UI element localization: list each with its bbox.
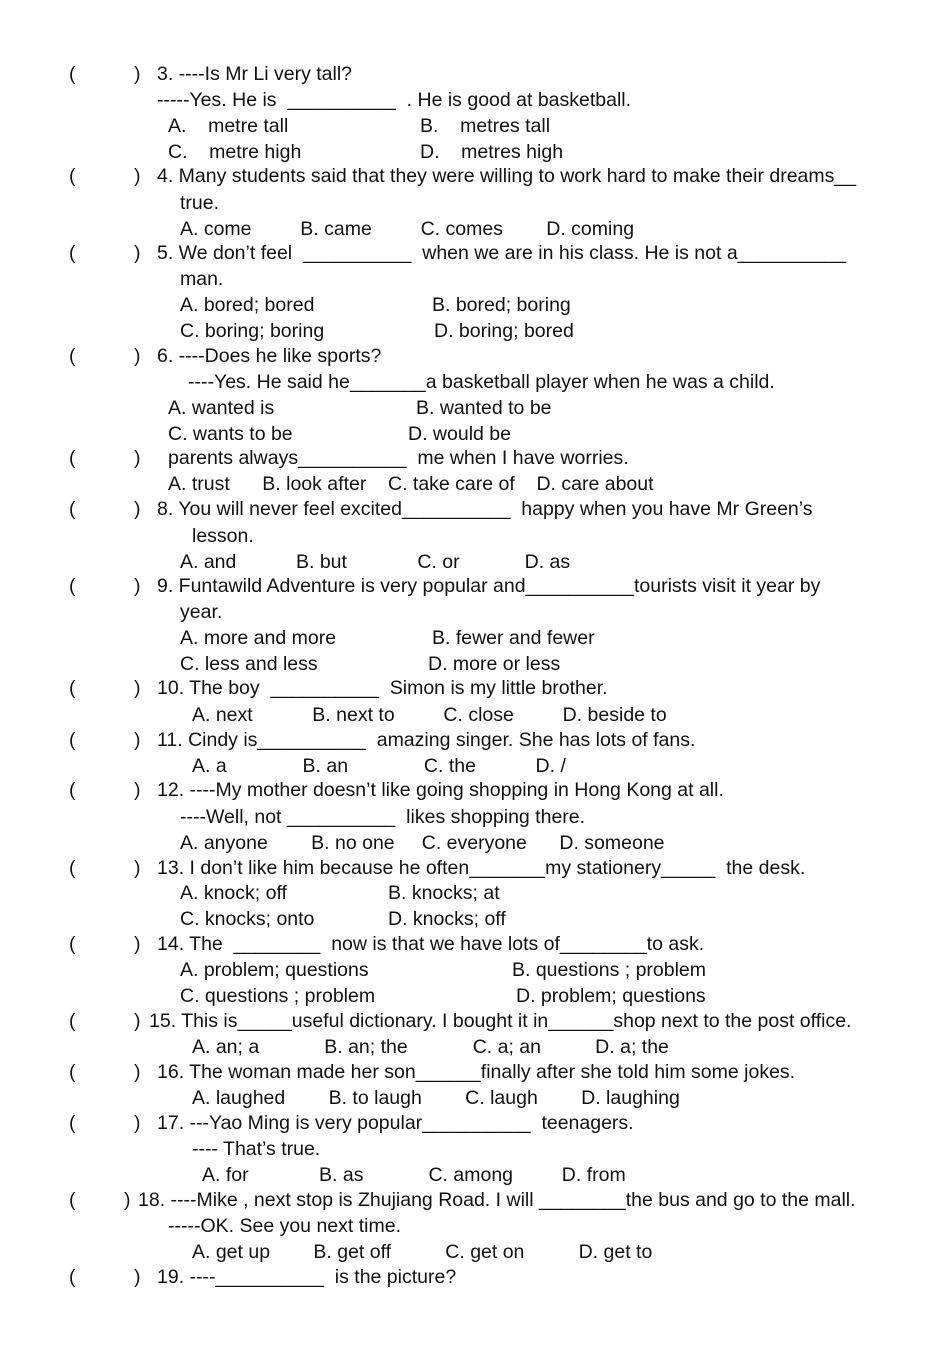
answer-bracket-close: )	[134, 447, 141, 469]
q6-option-d: D. would be	[408, 423, 511, 445]
answer-bracket-close: )	[134, 933, 141, 955]
q10-options: A. next B. next to C. close D. beside to	[192, 704, 667, 726]
answer-bracket-open: (	[69, 1189, 76, 1211]
q6-reply: ----Yes. He said he_______a basketball player when he was a child.	[188, 371, 775, 393]
q16-stem: 16. The woman made her son______finally after she told him some jokes.	[157, 1061, 796, 1083]
q5-option-b: B. bored; boring	[432, 294, 571, 316]
answer-bracket-open: (	[69, 345, 76, 367]
q13-option-d: D. knocks; off	[388, 908, 506, 930]
answer-bracket-close: )	[124, 1189, 131, 1211]
q9-stem-continued: year.	[180, 601, 223, 623]
q8-stem: 8. You will never feel excited__________ happy when you have Mr Green’s	[157, 498, 813, 520]
q3-option-b: B. metres tall	[420, 115, 551, 137]
q8-stem-continued: lesson.	[192, 525, 254, 547]
answer-bracket-open: (	[69, 63, 76, 85]
answer-bracket-close: )	[134, 242, 141, 264]
answer-bracket-open: (	[69, 1061, 76, 1083]
answer-bracket-open: (	[69, 1266, 76, 1288]
answer-bracket-close: )	[134, 729, 141, 751]
q14-option-b: B. questions ; problem	[512, 959, 707, 981]
q6-option-b: B. wanted to be	[416, 397, 552, 419]
q7-stem: parents always__________ me when I have worries.	[168, 447, 629, 469]
answer-bracket-close: )	[134, 1061, 141, 1083]
q6-option-a: A. wanted is	[168, 397, 275, 419]
answer-bracket-close: )	[134, 165, 141, 187]
q18-stem: 18. ----Mike , next stop is Zhujiang Road. I will ________the bus and go to the mall.	[138, 1189, 856, 1211]
q15-stem: 15. This is_____useful dictionary. I bought it in______shop next to the post office.	[149, 1010, 852, 1032]
q9-option-c: C. less and less	[180, 653, 318, 675]
q6-stem: 6. ----Does he like sports?	[157, 345, 382, 367]
q5-stem-continued: man.	[180, 268, 224, 290]
answer-bracket-close: )	[134, 857, 141, 879]
answer-bracket-open: (	[69, 1010, 76, 1032]
q13-option-a: A. knock; off	[180, 882, 287, 904]
answer-bracket-close: )	[134, 1010, 141, 1032]
q9-option-b: B. fewer and fewer	[432, 627, 595, 649]
answer-bracket-open: (	[69, 242, 76, 264]
q18-options: A. get up B. get off C. get on D. get to	[192, 1241, 653, 1263]
q13-option-b: B. knocks; at	[388, 882, 500, 904]
q8-options: A. and B. but C. or D. as	[180, 551, 571, 573]
answer-bracket-open: (	[69, 779, 76, 801]
q17-stem: 17. ---Yao Ming is very popular__________ teenagers.	[157, 1112, 634, 1134]
q15-options: A. an; a B. an; the C. a; an D. a; the	[192, 1036, 669, 1058]
q12-options: A. anyone B. no one C. everyone D. someone	[180, 832, 665, 854]
q5-option-a: A. bored; bored	[180, 294, 315, 316]
answer-bracket-close: )	[134, 345, 141, 367]
q3-stem: 3. ----Is Mr Li very tall?	[157, 63, 353, 85]
answer-bracket-close: )	[134, 1266, 141, 1288]
q11-options: A. a B. an C. the D. /	[192, 755, 566, 777]
q14-option-a: A. problem; questions	[180, 959, 369, 981]
q3-reply: -----Yes. He is __________ . He is good at basketball.	[157, 89, 632, 111]
q5-stem: 5. We don’t feel __________ when we are in his class. He is not a__________	[157, 242, 847, 264]
q13-stem: 13. I don’t like him because he often_______my stationery_____ the desk.	[157, 857, 806, 879]
q4-options: A. come B. came C. comes D. coming	[180, 218, 635, 240]
answer-bracket-open: (	[69, 1112, 76, 1134]
q5-option-c: C. boring; boring	[180, 320, 325, 342]
q17-options: A. for B. as C. among D. from	[202, 1164, 626, 1186]
answer-bracket-open: (	[69, 575, 76, 597]
q18-reply: -----OK. See you next time.	[168, 1215, 401, 1237]
answer-bracket-close: )	[134, 779, 141, 801]
q9-option-a: A. more and more	[180, 627, 337, 649]
q19-stem: 19. ----__________ is the picture?	[157, 1266, 457, 1288]
answer-bracket-open: (	[69, 498, 76, 520]
q17-reply: ---- That’s true.	[192, 1138, 321, 1160]
answer-bracket-close: )	[134, 63, 141, 85]
q14-stem: 14. The ________ now is that we have lots of________to ask.	[157, 933, 705, 955]
q5-option-d: D. boring; bored	[434, 320, 574, 342]
answer-bracket-close: )	[134, 1112, 141, 1134]
q12-stem: 12. ----My mother doesn’t like going shopping in Hong Kong at all.	[157, 779, 724, 801]
q3-option-d: D. metres high	[420, 141, 564, 163]
q14-option-d: D. problem; questions	[516, 985, 706, 1007]
q3-option-c: C. metre high	[168, 141, 302, 163]
answer-bracket-open: (	[69, 447, 76, 469]
q12-reply: ----Well, not __________ likes shopping there.	[180, 806, 586, 828]
answer-bracket-close: )	[134, 498, 141, 520]
answer-bracket-close: )	[134, 677, 141, 699]
q14-option-c: C. questions ; problem	[180, 985, 376, 1007]
answer-bracket-open: (	[69, 677, 76, 699]
q4-stem-continued: true.	[180, 192, 220, 214]
q13-option-c: C. knocks; onto	[180, 908, 315, 930]
q10-stem: 10. The boy __________ Simon is my little brother.	[157, 677, 608, 699]
answer-bracket-open: (	[69, 857, 76, 879]
q6-option-c: C. wants to be	[168, 423, 293, 445]
q11-stem: 11. Cindy is__________ amazing singer. She has lots of fans.	[157, 729, 696, 751]
q3-option-a: A. metre tall	[168, 115, 289, 137]
q9-option-d: D. more or less	[428, 653, 561, 675]
answer-bracket-open: (	[69, 933, 76, 955]
q7-options: A. trust B. look after C. take care of D. care about	[168, 473, 654, 495]
answer-bracket-open: (	[69, 729, 76, 751]
answer-bracket-open: (	[69, 165, 76, 187]
q9-stem: 9. Funtawild Adventure is very popular and__________tourists visit it year by	[157, 575, 821, 597]
answer-bracket-close: )	[134, 575, 141, 597]
q4-stem: 4. Many students said that they were willing to work hard to make their dreams__	[157, 165, 857, 187]
q16-options: A. laughed B. to laugh C. laugh D. laughing	[192, 1087, 680, 1109]
